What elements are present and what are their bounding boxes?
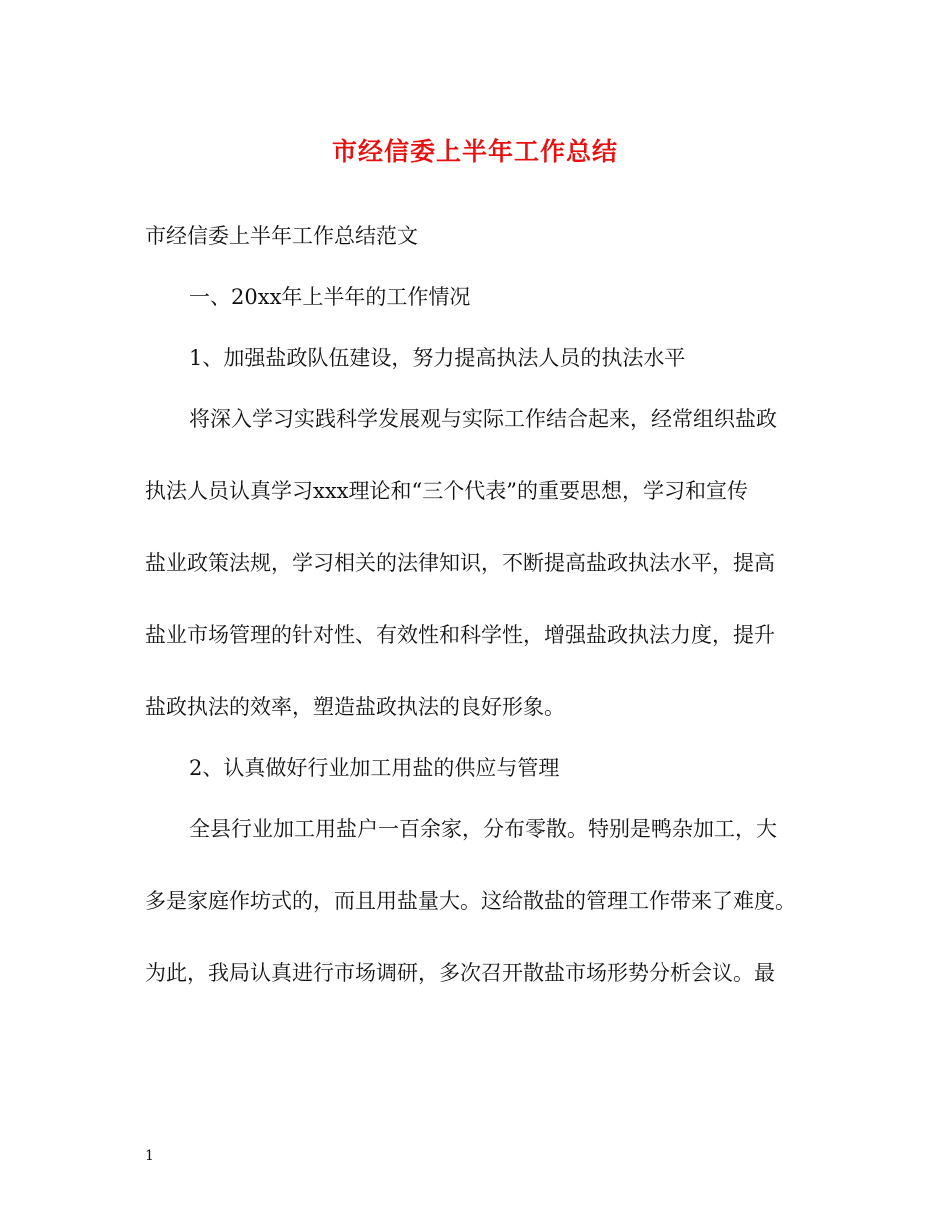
paragraph-line: 全县行业加工用盐户一百余家，分布零散。特别是鸭杂加工，大 [189, 817, 777, 841]
paragraph-line: 多是家庭作坊式的，而且用盐量大。这给散盐的管理工作带来了难度。 [145, 889, 796, 913]
paragraph-line: 盐政执法的效率，塑造盐政执法的良好形象。 [145, 695, 565, 719]
subsection-heading-1: 1、加强盐政队伍建设，努力提高执法人员的执法水平 [189, 346, 686, 370]
paragraph-line: 盐业市场管理的针对性、有效性和科学性，增强盐政执法力度，提升 [145, 623, 775, 647]
section-heading: 一、20xx年上半年的工作情况 [189, 285, 471, 309]
document-title: 市经信委上半年工作总结 [331, 137, 618, 166]
subtitle-line: 市经信委上半年工作总结范文 [145, 224, 418, 248]
paragraph-line: 将深入学习实践科学发展观与实际工作结合起来，经常组织盐政 [189, 407, 777, 431]
paragraph-line: 盐业政策法规，学习相关的法律知识，不断提高盐政执法水平，提高 [145, 551, 775, 575]
paragraph-line: 为此，我局认真进行市场调研，多次召开散盐市场形势分析会议。最 [145, 961, 775, 985]
page-number: 1 [145, 1148, 154, 1164]
paragraph-line: 执法人员认真学习xxx理论和“三个代表”的重要思想，学习和宣传 [145, 479, 748, 503]
subsection-heading-2: 2、认真做好行业加工用盐的供应与管理 [189, 756, 560, 780]
